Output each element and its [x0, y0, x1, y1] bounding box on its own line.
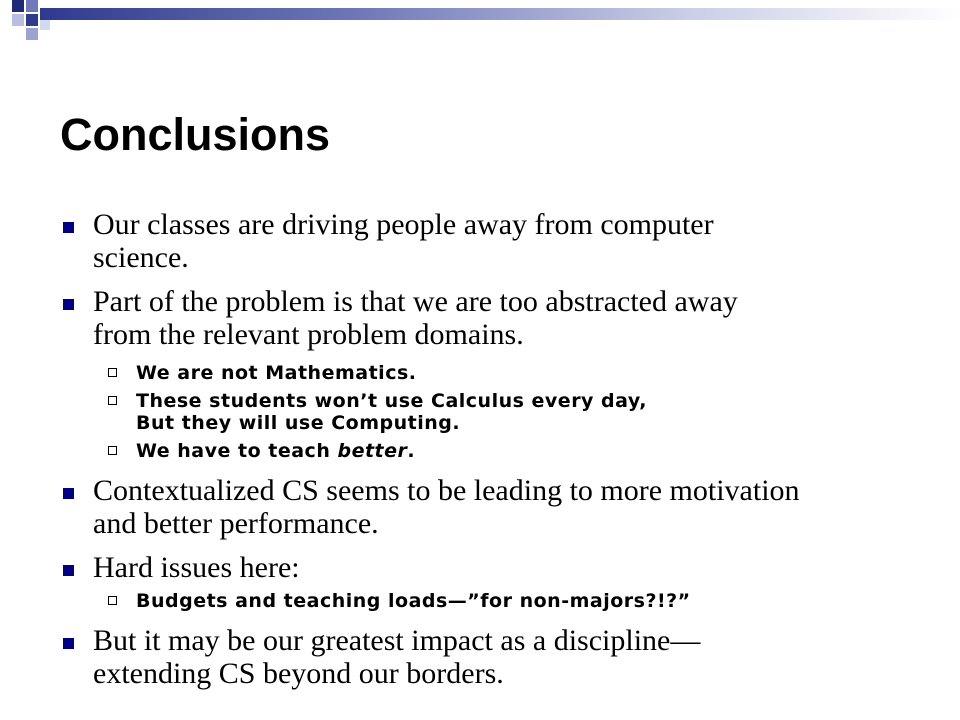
sub-bullet-item [60, 390, 930, 434]
square-bullet-icon [63, 222, 74, 233]
sub-bullet-emphasis: better [337, 440, 408, 462]
hollow-square-bullet-icon [108, 446, 117, 455]
header-square-pale [40, 20, 50, 30]
sub-bullet-text [136, 440, 930, 462]
header-square-navy [12, 0, 24, 12]
bullet-text [93, 208, 930, 274]
header-square-mid [26, 28, 38, 40]
header-decoration [0, 0, 960, 44]
bullet-line: science. [93, 241, 189, 274]
bullet-line: But it may be our greatest impact as a discipline— [93, 624, 701, 657]
sub-bullet-item [60, 440, 930, 462]
bullet-line: Part of the problem is that we are too abstracted away [93, 285, 738, 318]
bullet-item [60, 208, 930, 274]
bullet-line: extending CS beyond our borders. [93, 657, 504, 690]
bullet-line: Hard issues here: [93, 551, 300, 584]
square-bullet-icon [63, 299, 74, 310]
header-square-light [12, 14, 24, 26]
header-square-navy-2 [26, 14, 38, 26]
bullet-text [93, 551, 930, 584]
header-gradient-bar [40, 8, 960, 20]
square-bullet-icon [63, 565, 74, 576]
bullet-item [60, 624, 930, 690]
bullet-line: from the relevant problem domains. [93, 318, 524, 351]
bullet-item [60, 551, 930, 584]
bullet-line: Contextualized CS seems to be leading to more motivation [93, 474, 800, 507]
header-square-blue [26, 0, 38, 12]
square-bullet-icon [63, 488, 74, 499]
bullet-line: and better performance. [93, 507, 379, 540]
slide-title: Conclusions [60, 109, 331, 160]
square-bullet-icon [63, 638, 74, 649]
sub-bullet-line: But they will use Computing. [136, 412, 461, 434]
hollow-square-bullet-icon [108, 368, 117, 377]
sub-bullet-item [60, 590, 930, 612]
sub-bullet-pre: We have to teach [136, 440, 338, 462]
bullet-text [93, 285, 930, 351]
bullet-line: Our classes are driving people away from computer [93, 208, 714, 241]
sub-bullet-post: . [407, 440, 416, 462]
sub-bullet-text: Budgets and teaching loads—”for non-majors?!?” [136, 590, 691, 612]
sub-bullet-text: We are not Mathematics. [136, 362, 417, 384]
bullet-text [93, 474, 930, 540]
sub-bullet-line: These students won’t use Calculus every day, [136, 390, 648, 412]
bullet-item [60, 285, 930, 351]
sub-bullet-item [60, 362, 930, 384]
slide-content [60, 208, 930, 701]
hollow-square-bullet-icon [108, 596, 117, 605]
hollow-square-bullet-icon [108, 396, 117, 405]
sub-bullet-text [136, 390, 930, 434]
bullet-text [93, 624, 930, 690]
bullet-item [60, 474, 930, 540]
